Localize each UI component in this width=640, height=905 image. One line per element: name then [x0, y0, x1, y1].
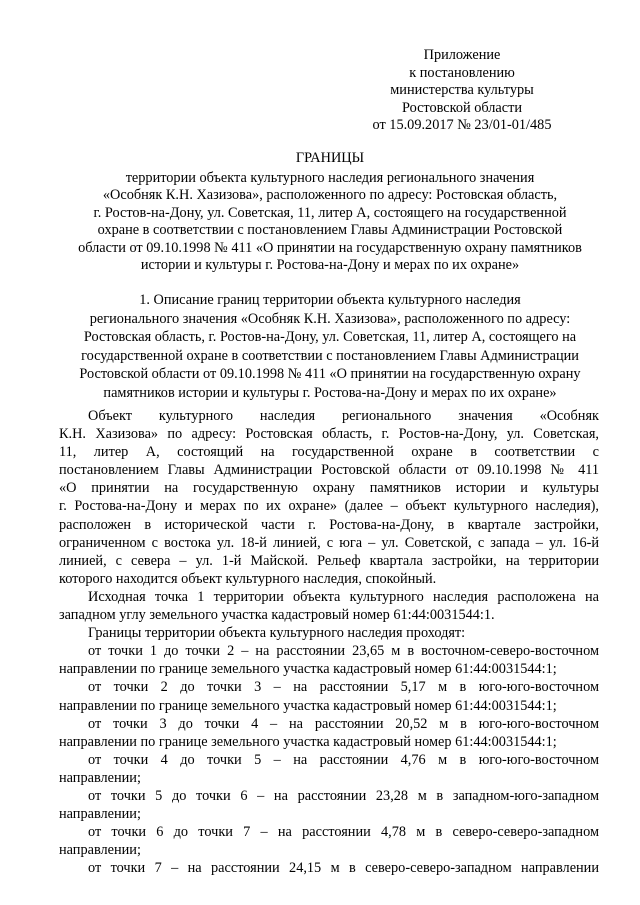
- paragraph-line: от точки 6 до точки 7 – на расстоянии 4,78 м в северо-северо-западном: [88, 824, 599, 841]
- paragraph-line: от точки 7 – на расстоянии 24,15 м в северо-северо-западном направлении: [88, 860, 599, 877]
- appendix-line: министерства культуры: [390, 82, 534, 99]
- section-line: 1. Описание границ территории объекта культурного наследия: [139, 292, 521, 308]
- paragraph-line: направлении;: [59, 842, 141, 859]
- title-line: г. Ростов-на-Дону, ул. Советская, 11, литер А, состоящего на государственной: [93, 204, 567, 221]
- paragraph-line: от точки 1 до точки 2 – на расстоянии 23,65 м в восточном-северо-восточном: [88, 643, 599, 660]
- paragraph-line: от точки 2 до точки 3 – на расстоянии 5,17 м в юго-юго-восточном: [88, 679, 599, 696]
- paragraph-line: расположен в исторической части г. Ростова-на-Дону, в квартале застройки,: [59, 516, 599, 533]
- section-line: Ростовская область, г. Ростов-на-Дону, ул. Советская, 11, литер А, состоящего на: [83, 329, 577, 345]
- paragraph-line: направлении;: [59, 806, 141, 823]
- appendix-line: Ростовской области: [401, 99, 523, 116]
- appendix-line: от 15.09.2017 № 23/01-01/485: [372, 117, 552, 134]
- paragraph-line: ограниченном с востока ул. 18-й линией, с юга – ул. Советской, с запада – ул. 16-й: [59, 534, 599, 551]
- title-line: истории и культуры г. Ростова-на-Дону и мерах по их охране»: [140, 257, 520, 273]
- paragraph-line: линией, с севера – ул. 1-й Майской. Рельеф квартала застройки, на территории: [59, 552, 599, 569]
- section-line: государственной охране в соответствии с постановлением Главы Администрации: [81, 347, 579, 364]
- paragraph-line: направлении;: [59, 769, 141, 786]
- paragraph-line: Границы территории объекта культурного наследия проходят:: [88, 625, 466, 642]
- paragraph-line: К.Н. Хазизова» по адресу: Ростовская область, г. Ростов-на-Дону, ул. Советская,: [59, 426, 599, 443]
- title-line: охране в соответствии с постановлением Главы Администрации Ростовской: [97, 222, 563, 238]
- document-title: [60, 150, 600, 275]
- section-line: памятников истории и культуры г. Ростова-на-Дону и мерах по их охране»: [103, 384, 557, 401]
- appendix-line: к постановлению: [409, 64, 515, 81]
- paragraph-line: от точки 3 до точки 4 – на расстоянии 20,52 м в юго-юго-восточном: [88, 715, 599, 732]
- paragraph-line: от точки 4 до точки 5 – на расстоянии 4,76 м в юго-юго-восточном: [88, 751, 599, 768]
- title-line: территории объекта культурного наследия регионального значения: [125, 169, 535, 186]
- body-text: [59, 407, 599, 877]
- paragraph-line: которого находится объект культурного наследия, спокойный.: [59, 570, 437, 587]
- paragraph-line: направлении по границе земельного участка кадастровый номер 61:44:0031544:1;: [59, 697, 557, 714]
- title-line: «Особняк К.Н. Хазизова», расположенного по адресу: Ростовская область,: [102, 187, 558, 203]
- section-1-heading: [60, 291, 600, 402]
- appendix-block: [332, 47, 592, 135]
- paragraph-line: западном углу земельного участка кадастровый номер 61:44:0031544:1.: [59, 607, 495, 624]
- paragraph-line: 11, литер А, состоящий на государственной охране в соответствии с: [59, 444, 599, 461]
- title-line: области от 09.10.1998 № 411 «О принятии на государственную охрану памятников: [78, 239, 582, 256]
- paragraph-line: направлении по границе земельного участка кадастровый номер 61:44:0031544:1;: [59, 733, 557, 750]
- paragraph-line: направлении по границе земельного участка кадастровый номер 61:44:0031544:1;: [59, 661, 557, 678]
- paragraph-line: от точки 5 до точки 6 – на расстоянии 23,28 м в западном-юго-западном: [88, 787, 599, 804]
- paragraph-line: Исходная точка 1 территории объекта культурного наследия расположена на: [88, 588, 599, 605]
- appendix-line: Приложение: [423, 47, 501, 63]
- paragraph-line: г. Ростова-на-Дону и мерах по их охране» (далее – объект культурного наследия),: [59, 498, 599, 515]
- title-heading: ГРАНИЦЫ: [295, 150, 365, 166]
- section-line: Ростовской области от 09.10.1998 № 411 «О принятии на государственную охрану: [79, 366, 581, 382]
- paragraph-line: Объект культурного наследия регионального значения «Особняк: [88, 408, 599, 424]
- section-line: регионального значения «Особняк К.Н. Хазизова», расположенного по адресу:: [89, 310, 571, 327]
- paragraph-line: постановлением Главы Администрации Ростовской области от 09.10.1998 № 411: [59, 462, 599, 479]
- paragraph-line: «О принятии на государственную охрану памятников истории и культуры: [59, 480, 599, 497]
